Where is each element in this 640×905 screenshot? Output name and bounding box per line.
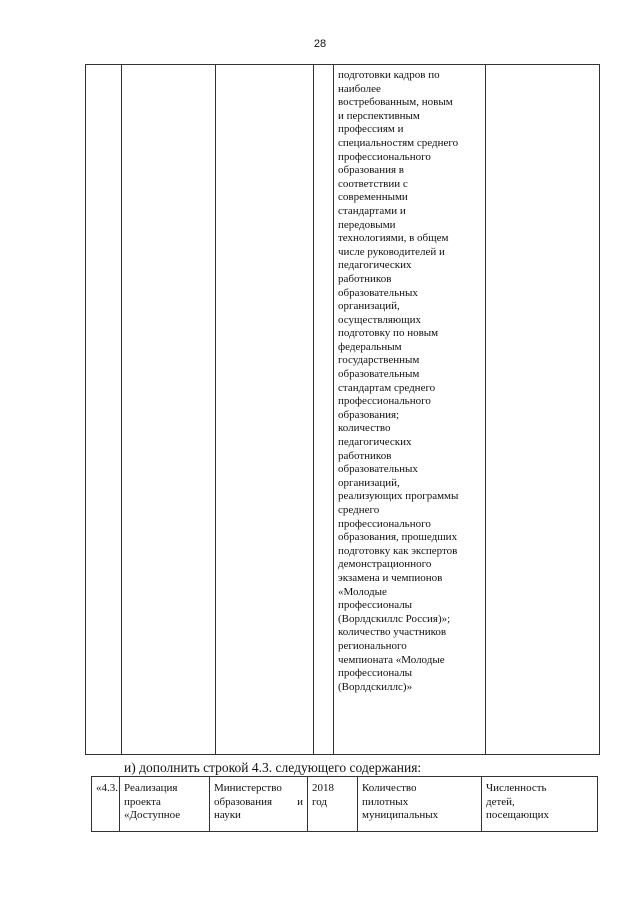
table-row [92,777,598,832]
indicator-line: подготовку по новым [338,327,439,340]
cell-indicator [358,777,482,832]
indicator-line: подготовку как экспертов [338,544,458,557]
indicator-line: экзамена и чемпионов [338,571,443,584]
name-line: проекта [124,795,161,808]
indicator-line: педагогических [338,436,412,449]
indicator-line: передовыми [338,218,396,231]
lower-table [91,776,598,832]
cell-number [86,65,122,755]
year-line: 2018 [312,782,334,794]
indicator-line: работников [338,449,392,462]
indicator-line: специальностям среднего [338,136,459,149]
indicator-line: организаций, [338,300,400,313]
cell-value [482,777,598,832]
indicator-line: педагогических [338,259,412,272]
value-line: детей, [486,795,515,808]
indicator-line: федеральным [338,340,402,353]
indicator-line: образования, прошедших [338,531,458,544]
indicator-line: профессионалы [338,667,413,680]
indicator-line: «Молодые [338,585,387,598]
cell-year [314,65,334,755]
indicator-line: работников [338,272,392,285]
cell-number: «4.3. [92,777,120,832]
indicator-line: государственным [338,354,420,367]
page-number: 28 [313,38,327,50]
indicator-line: востребованным, новым [338,96,453,109]
indicator-line: стандартам среднего [338,381,436,394]
cell-name [120,777,210,832]
indicator-line: Количество [362,782,417,794]
indicator-line: наиболее [338,82,381,95]
indicator-line: пилотных [362,795,409,808]
executor-line: образования [214,795,273,808]
indicator-line: профессионального [338,517,431,530]
value-line: Численность [486,782,547,794]
table-row [86,65,600,755]
indicator-line: регионального [338,639,407,652]
indicator-line: образовательным [338,368,420,381]
indicator-line: количество [338,422,391,435]
year-line: год [312,795,328,808]
name-line: Реализация [124,782,178,794]
indicator-line: технологиями, в общем [338,232,449,245]
indicator-line: профессионального [338,395,431,408]
name-line: «Доступное [124,809,181,822]
indicator-line: осуществляющих [338,313,421,326]
upper-table [85,64,600,755]
indicator-line: профессионального [338,150,431,163]
indicator-line: образовательных [338,463,418,476]
indicator-line: профессионалы [338,599,413,612]
indicator-line: профессиям и [338,123,404,136]
instruction-text: и) дополнить строкой 4.3. следующего содержания: [124,760,422,775]
indicator-line: муниципальных [362,809,439,822]
indicator-line: количество участников [338,626,447,639]
indicator-line: современными [338,191,408,204]
executor-line: науки [214,809,241,822]
cell-value [486,65,600,755]
cell-indicator [334,65,486,755]
cell-year [308,777,358,832]
indicator-line: образования; [338,408,400,421]
cell-executor [210,777,308,832]
indicator-line: чемпионата «Молодые [338,653,445,666]
indicator-line: и перспективным [338,109,420,122]
indicator-line: стандартами и [338,204,406,217]
indicator-line: демонстрационного [338,558,432,571]
cell-executor [216,65,314,755]
indicator-line: подготовки кадров по [338,69,440,81]
indicator-line: образовательных [338,286,418,299]
cell-name [122,65,216,755]
indicator-line: среднего [338,504,380,516]
executor-line: и [297,795,303,808]
indicator-line: реализующих программы [338,490,459,503]
indicator-line: соответствии с [338,177,408,190]
value-line: посещающих [486,809,549,822]
indicator-line: числе руководителей и [338,245,445,258]
executor-line: Министерство [214,782,282,794]
indicator-line: (Ворлдскиллс)» [338,680,413,693]
indicator-line: образования в [338,164,404,177]
indicator-line: (Ворлдскиллс Россия)»; [338,612,451,625]
indicator-line: организаций, [338,476,400,489]
